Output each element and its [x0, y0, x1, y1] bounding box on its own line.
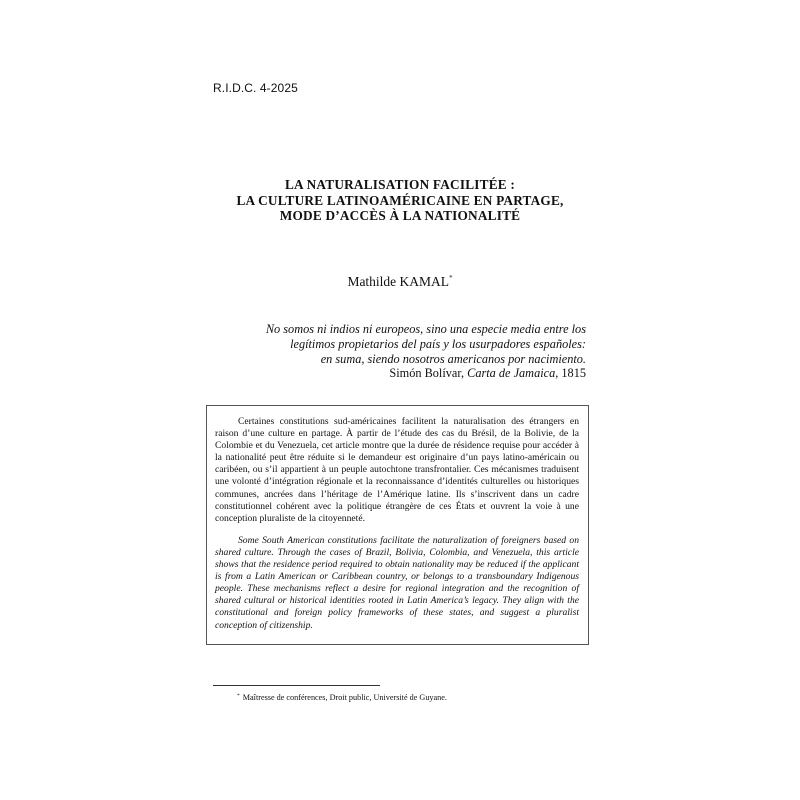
footnote-text: Maîtresse de conférences, Droit public, Université de Guyane.: [242, 693, 447, 702]
article-title: [150, 177, 650, 224]
epigraph-line: en suma, siendo nosotros americanos por nacimiento.: [320, 351, 586, 366]
footnote-divider: [213, 685, 380, 686]
author-name: Mathilde KAMAL: [347, 274, 450, 289]
author: [0, 274, 800, 290]
epigraph-line: legítimos propietarios del país y los usurpadores españoles:: [290, 336, 586, 351]
epigraph-source-author: Simón Bolívar,: [389, 366, 465, 381]
epigraph-source-year: , 1815: [555, 366, 586, 381]
epigraph-line: No somos ni indios ni europeos, sino una especie media entre los: [265, 322, 586, 336]
epigraph-source-work: Carta de Jamaica: [467, 366, 556, 381]
title-line: LA NATURALISATION FACILITÉE :: [284, 177, 516, 192]
epigraph: [186, 322, 586, 381]
journal-header: R.I.D.C. 4-2025: [213, 81, 298, 95]
title-line: MODE D’ACCÈS À LA NATIONALITÉ: [279, 208, 521, 223]
abstract-box: [206, 405, 589, 645]
author-footnote-marker[interactable]: *: [449, 274, 453, 282]
footnote-marker: *: [237, 693, 240, 699]
abstract-english: Some South American constitutions facilitate the naturalization of foreigners based on shared culture. Through the cases of Brazil, Bolivia, Colombia, and Venezuela, this article shows that the residence period required to obtain nationality may be reduced if the applicant is from a Latin American or Caribbean country, or belongs to a transboundary Indigenous people. These mechanisms reflect a desire for regional integration and the recognition of shared cultural or historical identities rooted in Latin America’s legacy. They align with the constitutional and foreign policy frameworks of these states, and suggest a pluralist conception of citizenship.: [215, 534, 579, 631]
title-line: LA CULTURE LATINOAMÉRICAINE EN PARTAGE,: [236, 192, 564, 208]
footnote: [237, 693, 447, 702]
epigraph-source: [186, 366, 586, 381]
abstract-french: Certaines constitutions sud-américaines facilitent la naturalisation des étrangers en raison d’une culture en partage. À partir de l’étude des cas du Brésil, de la Bolivie, de la Colombie et du Venezuela, cet article montre que la durée de résidence requise pour accéder à la nationalité peut être réduite si le demandeur est originaire d’un pays latino-américain ou caribéen, ou s’il appartient à un peuple autochtone transfrontalier. Ces mécanismes traduisent une volonté d’intégration régionale et la reconnaissance d’identités culturelles ou historiques communes, ancrées dans l’héritage de l’Amérique latine. Ils s’inscrivent dans un cadre constitutionnel cohérent avec la politique étrangère de ces États et ouvrent la voie à une conception pluraliste de la citoyenneté.: [215, 416, 579, 524]
